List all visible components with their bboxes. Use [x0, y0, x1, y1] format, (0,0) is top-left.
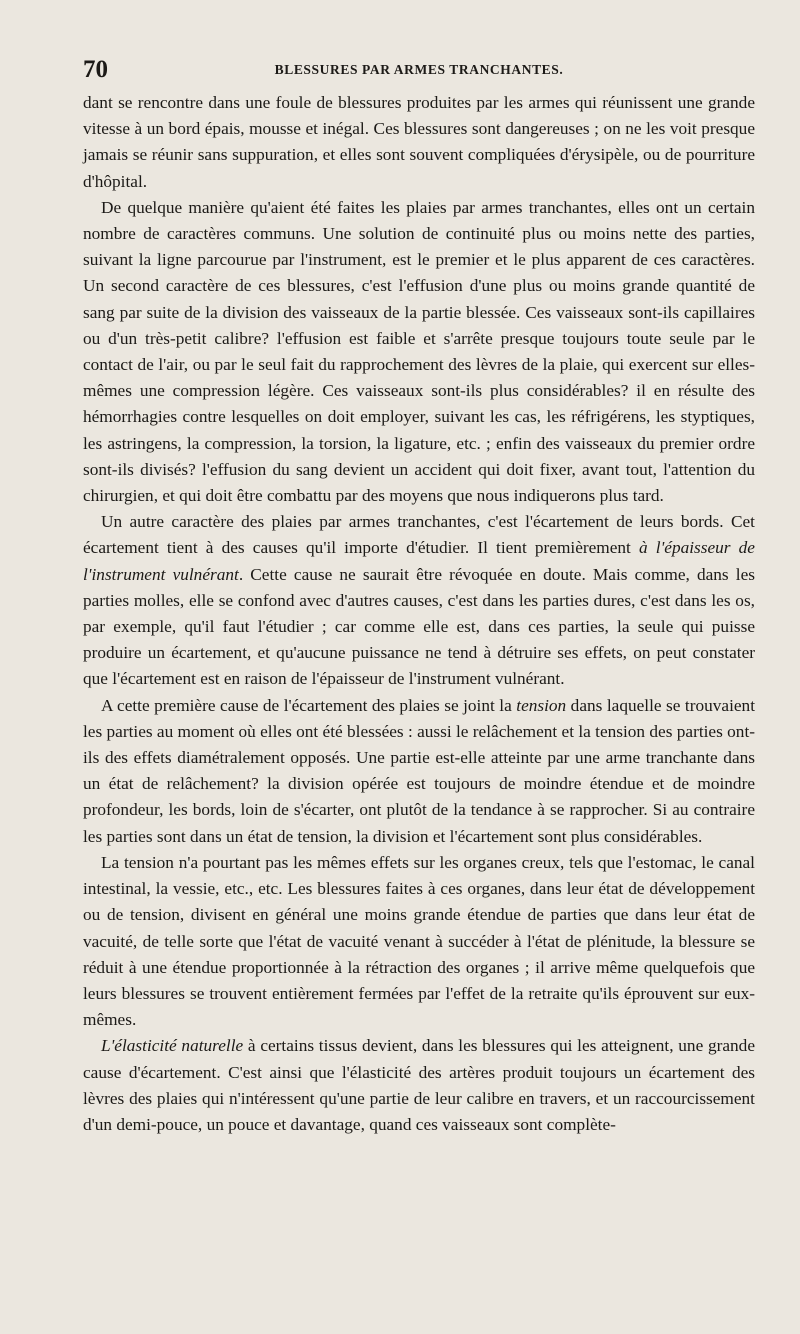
paragraph — [83, 509, 755, 692]
italic-phrase: L'élasticité naturelle — [101, 1036, 244, 1056]
paragraph — [83, 693, 755, 850]
text-run: Un autre caractère des plaies par armes tranchantes, c'est l'écartement de leurs bords. Cet écartement tient à des causes qu'il importe d'étudier. Il tient premièrement — [83, 512, 755, 558]
paragraph — [83, 90, 755, 195]
text-run: dans laquelle se trouvaient les parties au moment où elles ont été blessées : aussi le relâchement et la tension des parties ont-ils des effets diamétralement opposés. Une partie est-elle atteinte par une arme tranchante dans un état de relâchement? la division opérée est toujours de moindre étendue et de moindre profondeur, les bords, loin de s'écarter, ont plutôt de la tendance à se rapprocher. Si au contraire les parties sont dans un état de tension, la division et l'écartement sont plus considérables. — [83, 695, 755, 846]
text-run: A cette première cause de l'écartement des plaies se joint la — [101, 695, 517, 715]
page-number: 70 — [83, 56, 108, 83]
text-run: dant se rencontre dans une foule de blessures produites par les armes qui réunissent une grande vitesse à un bord épais, mousse et inégal. Ces blessures sont dangereuses ; on ne les voit presque jamais se réunir sans suppuration, et elles sont souvent compliquées d'érysipèle, ou de pourriture d'hôpital. — [83, 93, 755, 191]
body-text — [83, 90, 755, 1138]
italic-phrase: tension — [516, 695, 567, 715]
text-run: De quelque manière qu'aient été faites les plaies par armes tranchantes, elles ont un certain nombre de caractères communs. Une solution de continuité plus ou moins nette des parties, suivant la ligne parcourue par l'instrument, est le premier et le plus apparent de ces caractères. Un second caractère de ces blessures, c'est l'effusion d'une plus ou moins grande quantité de sang par suite de la division des vaisseaux de la partie blessée. Ces vaisseaux sont-ils capillaires ou d'un très-petit calibre? l'effusion est faible et s'arrête presque toujours toute seule par le contact de l'air, ou par le seul fait du rapprochement des lèvres de la plaie, qui exercent sur elles-mêmes une compression légère. Ces vaisseaux sont-ils plus considérables? il en résulte des hémorrhagies contre lesquelles on doit employer, suivant les cas, les réfrigérens, les styptiques, les astringens, la compression, la torsion, la ligature, etc. ; enfin des vaisseaux du premier ordre sont-ils divisés? l'effusion du sang devient un accident qui doit fixer, avant tout, l'attention du chirurgien, et qui doit être combattu par des moyens que nous indiquerons plus tard. — [83, 197, 755, 506]
paragraph — [83, 850, 755, 1033]
text-run: à certains tissus devient, dans les blessures qui les atteignent, une grande cause d'écartement. C'est ainsi que l'élasticité des artères produit toujours un écartement des lèvres des plaies qui n'intéressent qu'une partie de leur calibre en travers, et un raccourcissement d'un demi-pouce, un pouce et davantage, quand ces vaisseaux sont complète- — [83, 1036, 755, 1134]
text-run: La tension n'a pourtant pas les mêmes effets sur les organes creux, tels que l'estomac, le canal intestinal, la vessie, etc., etc. Les blessures faites à ces organes, dans leur état de développement ou de tension, divisent en général une moins grande étendue de parties que dans leur état de vacuité, de telle sorte que l'état de vacuité venant à succéder à l'état de plénitude, la blessure se réduit à une étendue proportionnée à la rétraction des organes ; il arrive même quelquefois que leurs blessures se trouvent entièrement fermées par l'effet de la retraite qu'ils éprouvent sur eux-mêmes. — [83, 852, 755, 1030]
running-title: BLESSURES PAR ARMES TRANCHANTES. — [274, 62, 564, 77]
paragraph — [83, 195, 755, 509]
page-header — [83, 56, 755, 84]
text-run: . Cette cause ne saurait être révoquée en doute. Mais comme, dans les parties molles, elle se confond avec d'autres causes, c'est dans les parties dures, c'est dans les os, par exemple, qu'il faut l'étudier ; car comme elle est, dans ces parties, la seule qui puisse produire un écartement, et qu'aucune puissance ne tend à détruire ses effets, on peut constater que l'écartement est en raison de l'épaisseur de l'instrument vulnérant. — [83, 564, 755, 689]
italic-phrase: à l'épaisseur de l'instrument vulnérant — [83, 538, 755, 584]
paragraph — [83, 1033, 755, 1138]
